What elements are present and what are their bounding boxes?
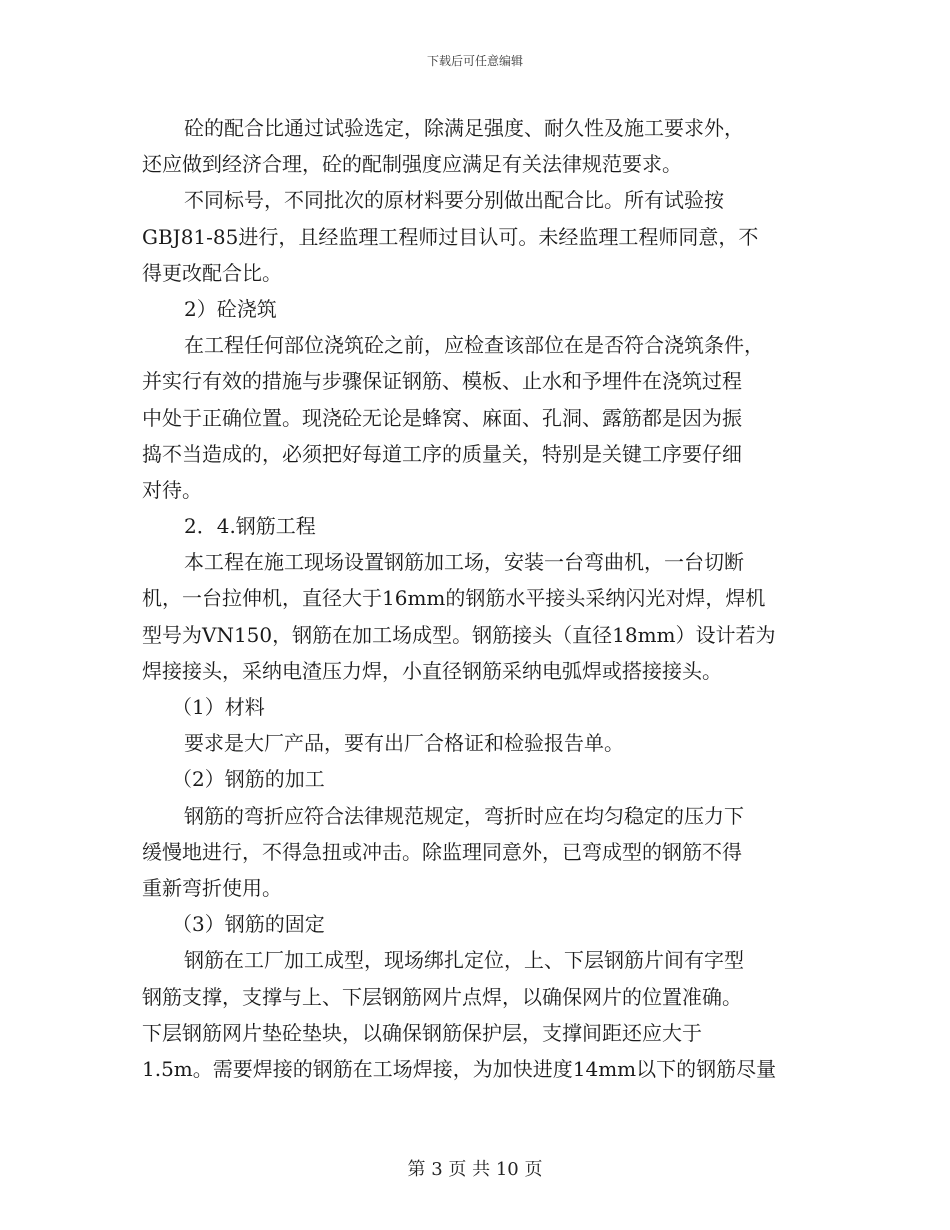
text-line: （3）钢筋的固定	[172, 912, 325, 937]
text-line: 要求是大厂产品，要有出厂合格证和检验报告单。	[184, 731, 624, 756]
text-line: 钢筋支撑，支撑与上、下层钢筋网片点焊，以确保网片的位置准确。	[142, 984, 742, 1009]
text-line: 1.5m。需要焊接的钢筋在工场焊接，为加快进度14mm以下的钢筋尽量	[142, 1056, 777, 1081]
text-line: （2）钢筋的加工	[172, 767, 325, 792]
text-line: 本工程在施工现场设置钢筋加工场，安装一台弯曲机，一台切断	[184, 550, 744, 575]
text-line: 型号为VN150，钢筋在加工场成型。钢筋接头（直径18mm）设计若为	[142, 622, 776, 647]
text-line: 捣不当造成的，必须把好每道工序的质量关，特别是关键工序要仔细	[142, 441, 742, 466]
text-line: （1）材料	[172, 695, 265, 719]
text-line: 中处于正确位置。现浇砼无论是蜂窝、麻面、孔洞、露筋都是因为振	[142, 405, 742, 430]
text-line: 还应做到经济合理，砼的配制强度应满足有关法律规范要求。	[142, 152, 682, 177]
text-line: 2）砼浇筑	[184, 296, 277, 321]
text-line: 不同标号，不同批次的原材料要分别做出配合比。所有试验按	[184, 188, 724, 213]
text-line: 砼的配合比通过试验选定，除满足强度、耐久性及施工要求外，	[184, 116, 744, 140]
page-header: 下载后可任意编辑	[426, 54, 523, 68]
text-line: 钢筋在工厂加工成型，现场绑扎定位，上、下层钢筋片间有字型	[184, 948, 744, 973]
text-line: 在工程任何部位浇筑砼之前，应检查该部位在是否符合浇筑条件，	[184, 333, 764, 358]
text-line: 2．4.钢筋工程	[184, 514, 316, 539]
text-line: GBJ81-85进行，且经监理工程师过目认可。未经监理工程师同意，不	[142, 224, 759, 249]
text-line: 得更改配合比。	[142, 260, 282, 285]
text-line: 对待。	[142, 477, 202, 502]
text-line: 钢筋的弯折应符合法律规范规定，弯折时应在均匀稳定的压力下	[184, 803, 744, 828]
page-footer: 第 3 页 共 10 页	[407, 1159, 543, 1180]
text-line: 并实行有效的措施与步骤保证钢筋、模板、止水和予埋件在浇筑过程	[142, 369, 742, 394]
text-line: 下层钢筋网片垫砼垫块，以确保钢筋保护层，支撑间距还应大于	[142, 1020, 702, 1045]
text-line: 缓慢地进行，不得急扭或冲击。除监理同意外，已弯成型的钢筋不得	[142, 839, 742, 864]
text-line: 重新弯折使用。	[142, 875, 282, 900]
document-body	[142, 110, 810, 1087]
text-line: 焊接接头，采纳电渣压力焊，小直径钢筋采纳电弧焊或搭接接头。	[142, 658, 722, 683]
text-line: 机，一台拉伸机，直径大于16mm的钢筋水平接头采纳闪光对焊，焊机	[142, 586, 766, 611]
